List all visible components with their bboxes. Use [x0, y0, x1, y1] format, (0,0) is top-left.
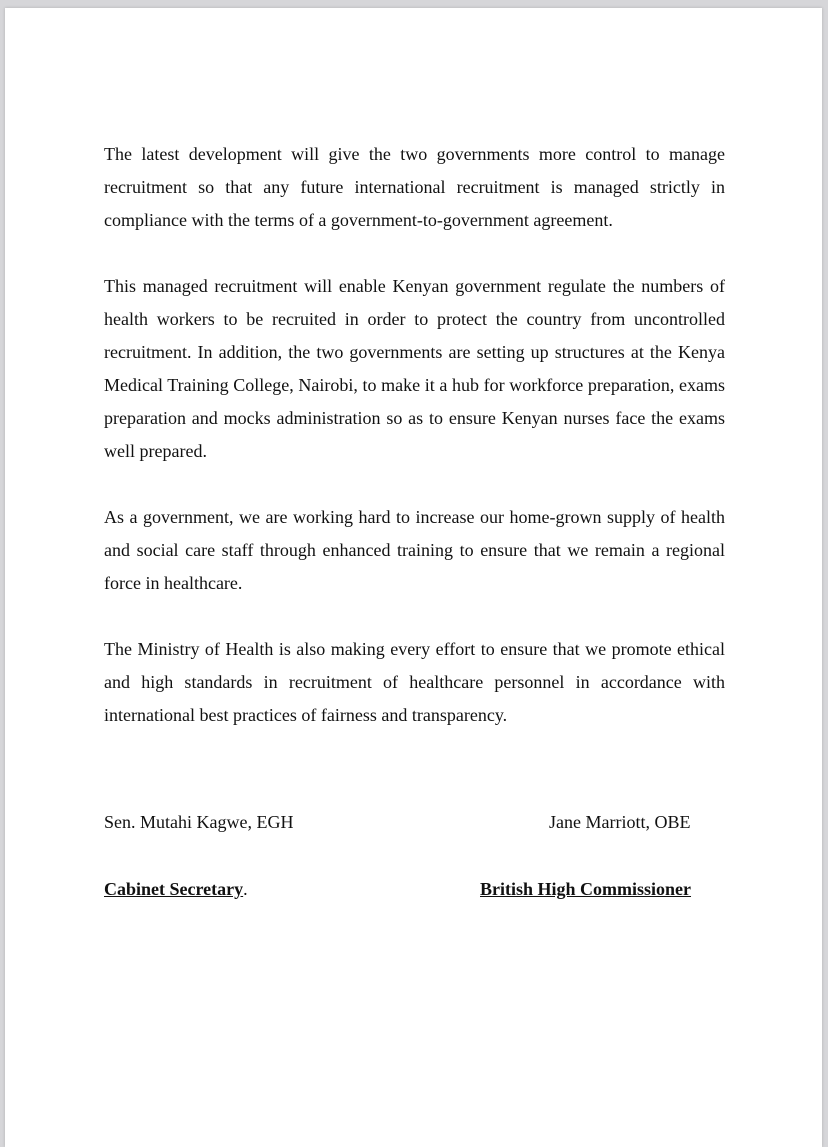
paragraph-1: The latest development will give the two governments more control to manage recruitment so that any future international recruitment is managed strictly in compliance with the terms of a government-to-government agreement.	[104, 144, 725, 230]
paragraph-4: The Ministry of Health is also making every effort to ensure that we promote ethical and high standards in recruitment of healthcare personnel in accordance with international best practices of fairness and transparency.	[104, 639, 725, 725]
left-signatory-title-suffix: .	[243, 879, 248, 899]
left-signatory-name: Sen. Mutahi Kagwe, EGH	[104, 812, 294, 832]
right-signatory-title-line	[480, 877, 691, 901]
left-signatory-title-line	[104, 877, 248, 901]
paragraph-3: As a government, we are working hard to increase our home-grown supply of health and social care staff through enhanced training to ensure that we remain a regional force in healthcare.	[104, 507, 725, 593]
paragraph-2: This managed recruitment will enable Kenyan government regulate the numbers of health workers to be recruited in order to protect the country from uncontrolled recruitment. In addition, the two governments are setting up structures at the Kenya Medical Training College, Nairobi, to make it a hub for workforce preparation, exams preparation and mocks administration so as to ensure Kenyan nurses face the exams well prepared.	[104, 276, 725, 461]
letter-body	[104, 138, 725, 765]
right-signatory-name: Jane Marriott, OBE	[549, 812, 691, 832]
right-signatory-title: British High Commissioner	[480, 879, 692, 899]
document-page	[5, 8, 822, 1147]
left-signatory-title: Cabinet Secretary	[104, 879, 244, 899]
